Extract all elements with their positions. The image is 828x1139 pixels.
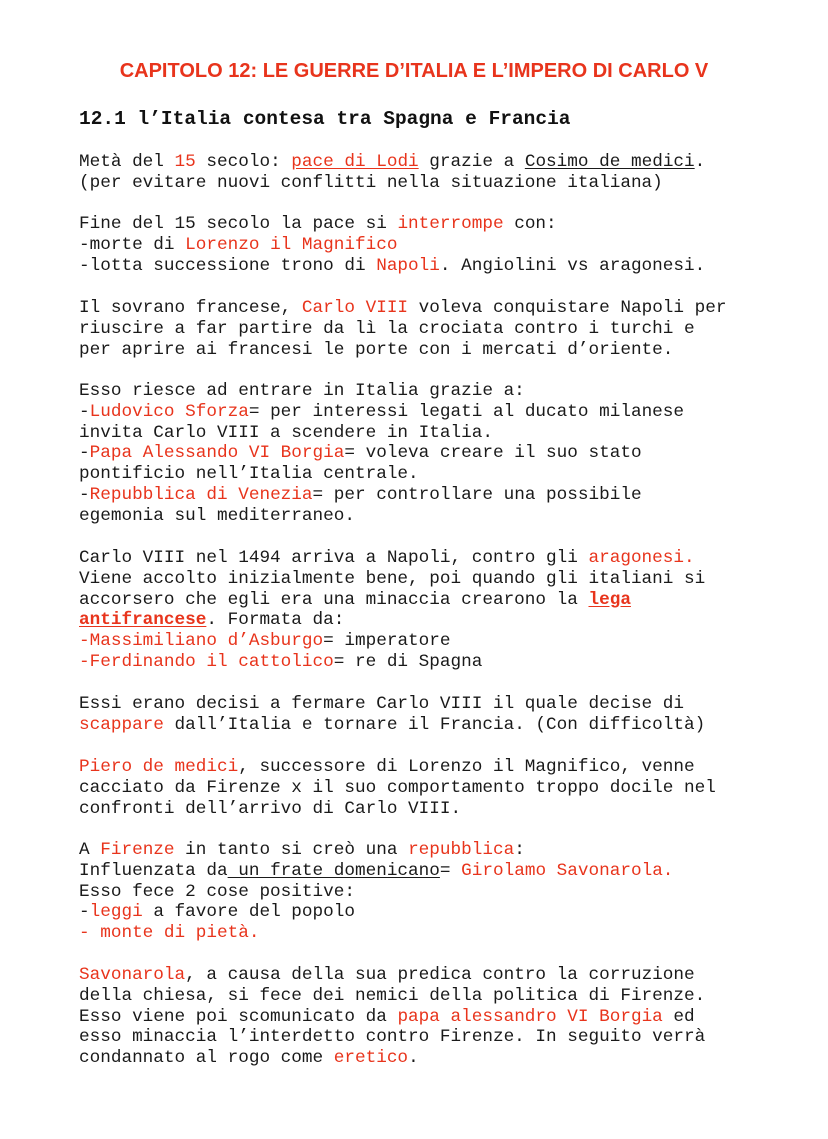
paragraph-lega-antifrancese: Carlo VIII nel 1494 arriva a Napoli, contro gli aragonesi. Viene accolto inizialmente bene, poi quando gli italiani si accorsero che egli era una minaccia crearono la lega antifrancese. Formata da: -Massimiliano d’Asburgo= imperatore -Ferdinando il cattolico= re di Spagna — [79, 548, 706, 672]
paragraph-fuga-carlo: Essi erano decisi a fermare Carlo VIII il quale decise di scappare dall’Italia e tornare il Francia. (Con difficoltà) — [79, 694, 706, 735]
paragraph-piero-de-medici: Piero de medici, successore di Lorenzo il Magnifico, venne cacciato da Firenze x il suo comportamento troppo docile nel confronti dell’arrivo di Carlo VIII. — [79, 757, 716, 819]
paragraph-carlo-viii: Il sovrano francese, Carlo VIII voleva conquistare Napoli per riuscire a far partire da lì la crociata contro i turchi e per aprire ai francesi le porte con i mercati d’oriente. — [79, 298, 727, 360]
paragraph-repubblica-firenze: A Firenze in tanto si creò una repubblica: Influenzata da un frate domenicano= Girolamo Savonarola. Esso fece 2 cose positive: -leggi a favore del popolo - monte di pietà. — [79, 840, 674, 944]
chapter-title: CAPITOLO 12: LE GUERRE D’ITALIA E L’IMPERO DI CARLO V — [119, 60, 709, 82]
section-title: 12.1 l’Italia contesa tra Spagna e Francia — [79, 108, 571, 130]
paragraph-savonarola: Savonarola, a causa della sua predica contro la corruzione della chiesa, si fece dei nemici della politica di Firenze. Esso viene poi scomunicato da papa alessandro VI Borgia ed esso minaccia l’interdetto contro Firenze. In seguito verrà condannato al rogo come eretico. — [79, 965, 706, 1069]
paragraph-fine-pace: Fine del 15 secolo la pace si interrompe con: -morte di Lorenzo il Magnifico -lotta successione trono di Napoli. Angiolini vs aragonesi. — [79, 214, 706, 276]
paragraph-pace-di-lodi: Metà del 15 secolo: pace di Lodi grazie a Cosimo de medici. (per evitare nuovi conflitti nella situazione italiana) — [79, 152, 706, 193]
paragraph-alleati: Esso riesce ad entrare in Italia grazie a: -Ludovico Sforza= per interessi legati al ducato milanese invita Carlo VIII a scendere in Italia. -Papa Alessando VI Borgia= voleva creare il suo stato pontificio nell’Italia centrale. -Repubblica di Venezia= per controllare una possibile egemonia sul mediterraneo. — [79, 381, 685, 526]
